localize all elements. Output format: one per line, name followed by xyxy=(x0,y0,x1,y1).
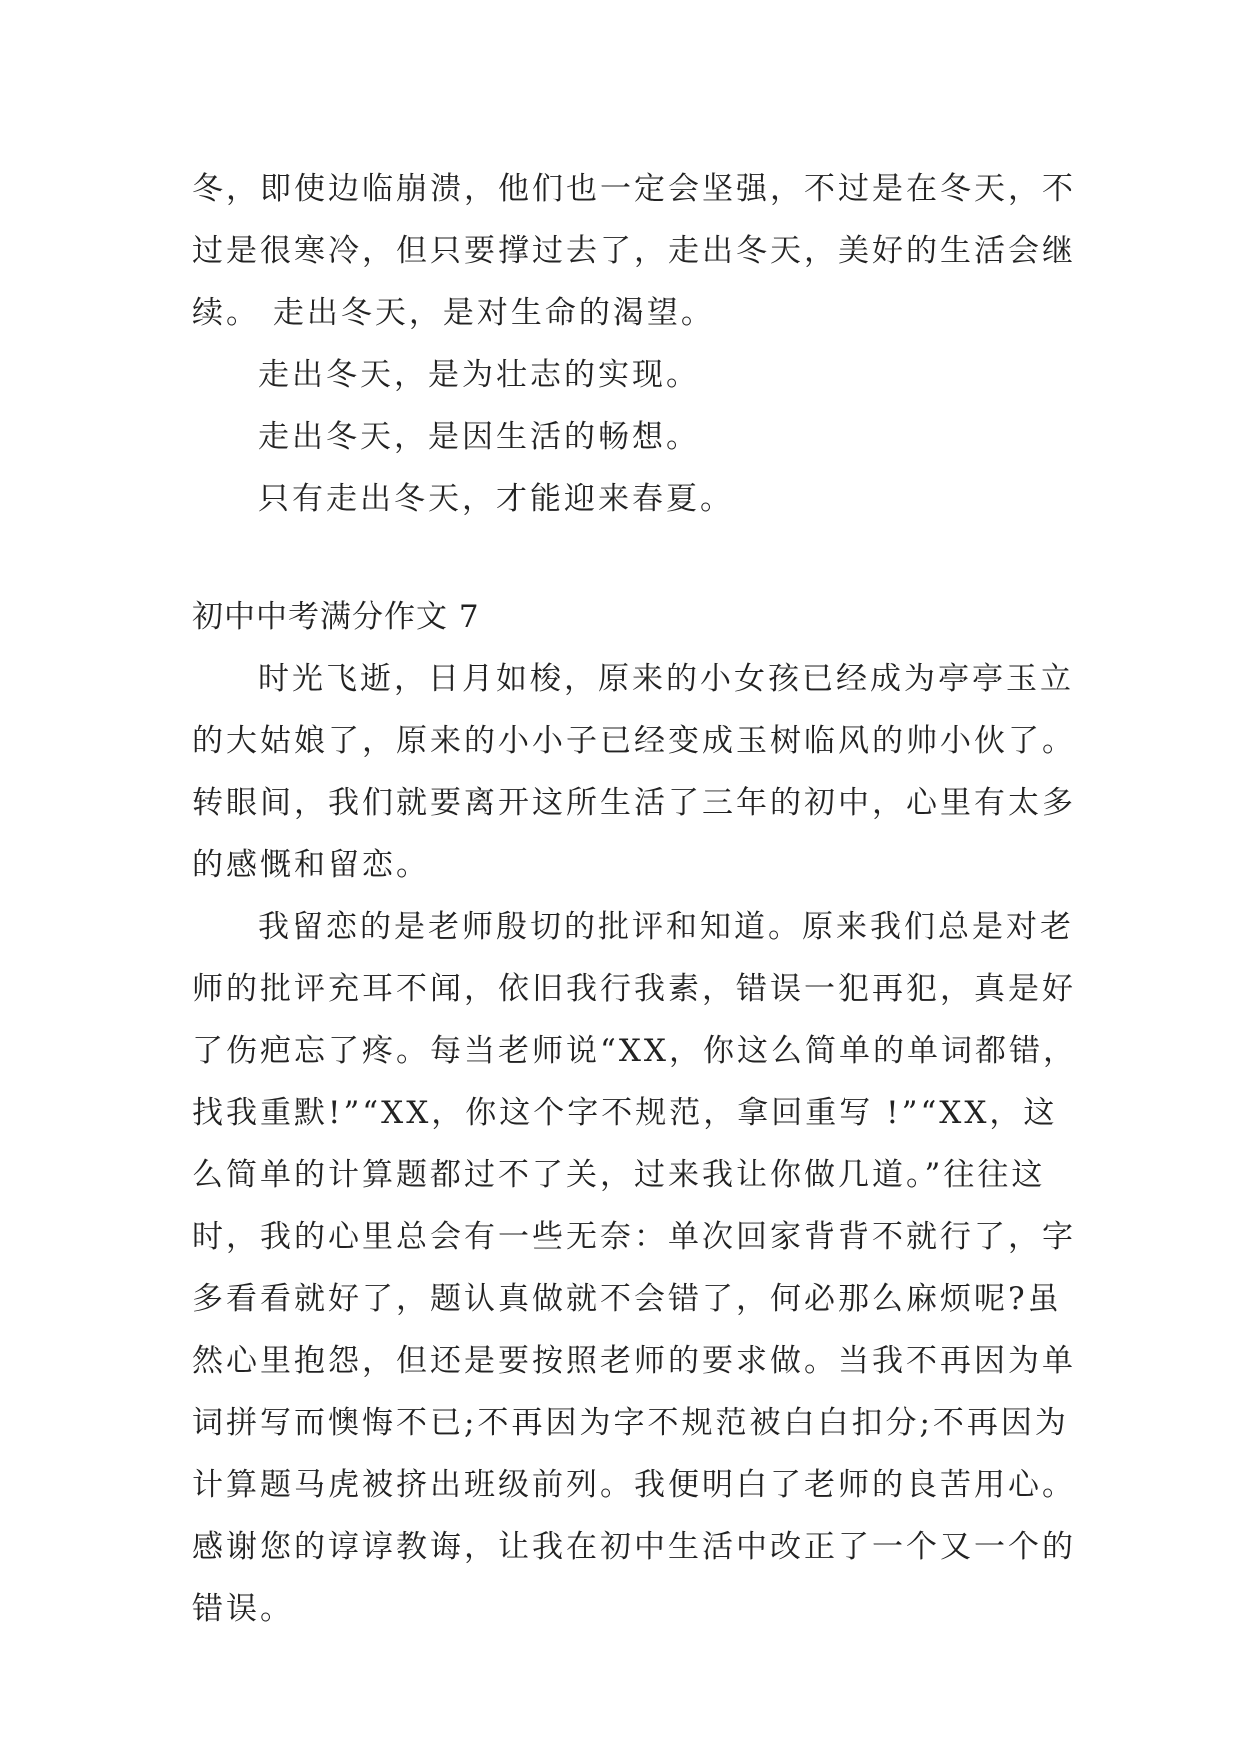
text-line: 过是很寒冷，但只要撑过去了，走出冬天，美好的生活会继 xyxy=(192,233,1076,269)
text-line: 转眼间，我们就要离开这所生活了三年的初中，心里有太多 xyxy=(192,785,1076,821)
essay-title: 初中中考满分作文 7 xyxy=(192,599,480,635)
text-line: 我留恋的是老师殷切的批评和知道。原来我们总是对老 xyxy=(258,909,1074,945)
text-line: 时，我的心里总会有一些无奈：单次回家背背不就行了，字 xyxy=(192,1219,1076,1255)
text-line: 续。 走出冬天，是对生命的渴望。 xyxy=(192,295,715,331)
text-line: 师的批评充耳不闻，依旧我行我素，错误一犯再犯，真是好 xyxy=(192,971,1076,1007)
text-line: 冬，即使边临崩溃，他们也一定会坚强，不过是在冬天，不 xyxy=(192,171,1076,207)
text-line: 的感慨和留恋。 xyxy=(192,847,430,883)
paragraph: 走出冬天，是为壮志的实现。 xyxy=(258,357,700,393)
text-line: 错误。 xyxy=(192,1591,294,1627)
text-line: 然心里抱怨，但还是要按照老师的要求做。当我不再因为单 xyxy=(192,1343,1076,1379)
text-line: 么简单的计算题都过不了关，过来我让你做几道。”往往这 xyxy=(192,1157,1046,1193)
document-body xyxy=(192,158,1077,1640)
section-gap xyxy=(192,530,1072,586)
text-line: 多看看就好了，题认真做就不会错了，何必那么麻烦呢?虽 xyxy=(192,1281,1062,1317)
paragraph: 只有走出冬天，才能迎来春夏。 xyxy=(258,481,734,517)
text-line: 找我重默!”“XX，你这个字不规范，拿回重写 !”“XX，这 xyxy=(192,1095,1058,1131)
text-line: 感谢您的谆谆教诲，让我在初中生活中改正了一个又一个的 xyxy=(192,1529,1076,1565)
text-line: 了伤疤忘了疼。每当老师说“XX，你这么简单的单词都错， xyxy=(192,1033,1077,1069)
text-line: 的大姑娘了，原来的小小子已经变成玉树临风的帅小伙了。 xyxy=(192,723,1076,759)
text-line: 词拼写而懊悔不已;不再因为字不规范被白白扣分;不再因为 xyxy=(192,1405,1069,1441)
text-line: 计算题马虎被挤出班级前列。我便明白了老师的良苦用心。 xyxy=(192,1467,1076,1503)
paragraph: 走出冬天，是因生活的畅想。 xyxy=(258,419,700,455)
text-line: 时光飞逝，日月如梭，原来的小女孩已经成为亭亭玉立 xyxy=(258,661,1074,697)
